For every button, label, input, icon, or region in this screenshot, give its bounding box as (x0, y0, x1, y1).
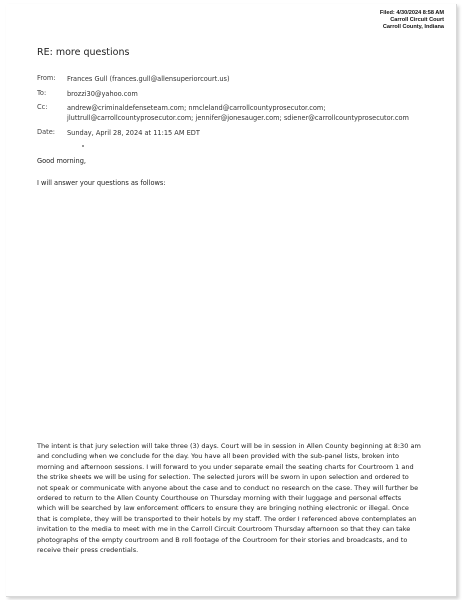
paragraph-line: and concluding when we conclude for the day. You have all been provided with the sub-panel lists, broken into (37, 452, 399, 461)
date-label: Date: (37, 128, 55, 136)
paragraph-line: the strike sheets we will be using for selection. The selected jurors will be sworn in upon selection and ordered to (37, 473, 409, 482)
email-subject: RE: more questions (37, 47, 130, 58)
paragraph-line: morning and afternoon sessions. I will forward to you under separate email the seating charts for Courtroom 1 and (37, 462, 414, 471)
paragraph-line: photographs of the empty courtroom and B roll footage of the Courtroom for their stories and broadcasts, and to (37, 535, 408, 544)
stamp-filed-line: Filed: 4/30/2024 8:58 AM (379, 10, 444, 16)
to-value: brozzi30@yahoo.com (67, 90, 138, 98)
paragraph-line: not speak or communicate with anyone about the case and to conduct no research on the case. They will further be (37, 483, 419, 492)
paragraph-line: invitation to the media to meet with me in the Carroll Circuit Courtroom Thursday afternoon so that they can take (37, 525, 411, 534)
stamp-county-line: Carroll County, Indiana (382, 24, 444, 30)
cc-value-line-1: andrew@criminaldefenseteam.com; nmcleland@carrollcountyprosecutor.com; (67, 104, 326, 112)
paragraph-line: The intent is that jury selection will take three (3) days. Court will be in session in Allen County beginning at 8:30 am (37, 442, 421, 450)
court-filing-stamp (380, 10, 444, 31)
cc-value-line-2: jluttrull@carrollcountyprosecutor.com; jennifer@jonesauger.com; sdiener@carrollcountyprosecutor.com (67, 114, 409, 122)
from-value: Frances Gull (frances.gull@allensuperiorcourt.us) (67, 75, 230, 83)
paragraph-line: that is complete, they will be transported to their hotels by my staff. The order I referenced above contemplates an (37, 514, 417, 523)
greeting: Good morning, (37, 157, 86, 165)
paragraph-line: which will be searched by law enforcement officers to ensure they are bringing nothing electronic or illegal. Once (37, 504, 409, 513)
to-label: To: (37, 89, 47, 97)
paragraph-line: receive their press credentials. (37, 546, 139, 555)
stray-mark (82, 145, 84, 147)
intro-line: I will answer your questions as follows: (37, 179, 166, 187)
cc-label: Cc: (37, 103, 48, 111)
date-value: Sunday, April 28, 2024 at 11:15 AM EDT (67, 129, 200, 137)
body-paragraph (37, 441, 449, 555)
stamp-court-line: Carroll Circuit Court (390, 17, 444, 23)
from-label: From: (37, 74, 56, 82)
document-page (6, 4, 457, 597)
paragraph-line: ordered to return to the Allen County Courthouse on Thursday morning with their luggage and personal effects (37, 494, 402, 503)
